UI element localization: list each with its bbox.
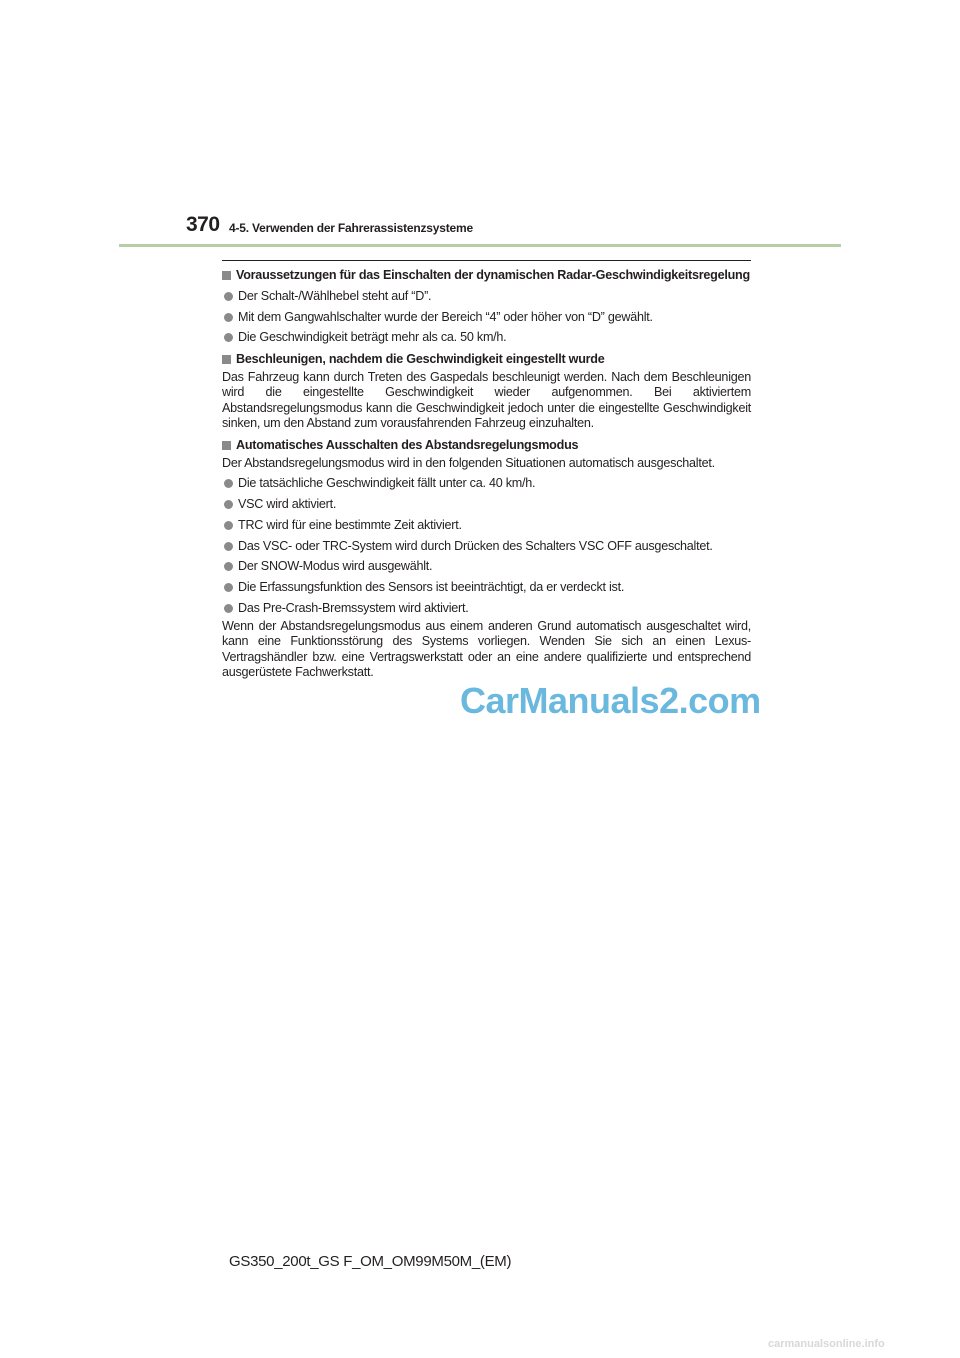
list-item [222, 289, 751, 305]
list-item-text: TRC wird für eine bestimmte Zeit aktiviert. [238, 517, 462, 532]
round-bullet-icon [224, 313, 233, 322]
list-item [222, 330, 751, 346]
list-item [222, 580, 751, 596]
list-item [222, 559, 751, 575]
round-bullet-icon [224, 521, 233, 530]
square-bullet-icon [222, 271, 231, 280]
header-divider [119, 244, 841, 247]
watermark-logo: CarManuals2.com [460, 680, 761, 721]
round-bullet-icon [224, 604, 233, 613]
list-item-text: VSC wird aktiviert. [238, 497, 337, 512]
section-heading-acceleration [222, 352, 751, 368]
section-heading-text: Voraussetzungen für das Einschalten der dynamischen Radar-Geschwindigkeitsregelung [236, 268, 750, 282]
page-header [186, 213, 746, 243]
section-heading-text: Automatisches Ausschalten des Abstandsregelungsmodus [236, 437, 579, 452]
section-heading-activation-conditions [222, 268, 751, 284]
list-item [222, 539, 751, 555]
square-bullet-icon [222, 355, 231, 364]
list-item-text: Der SNOW-Modus wird ausgewählt. [238, 559, 433, 574]
section-heading-automatic-cancel [222, 438, 751, 454]
list-item [222, 518, 751, 534]
round-bullet-icon [224, 333, 233, 342]
round-bullet-icon [224, 479, 233, 488]
round-bullet-icon [224, 583, 233, 592]
list-item-text: Das Pre-Crash-Bremssystem wird aktiviert. [238, 600, 469, 615]
round-bullet-icon [224, 292, 233, 301]
manual-content [222, 268, 751, 681]
paragraph: Das Fahrzeug kann durch Treten des Gaspedals beschleunigt werden. Nach dem Beschleunigen wird die eingestellte Geschwindigkeit wieder aufgenommen. Bei aktiviertem Abstandsregelungsmodus kann die Geschwindigkeit jedoch unter die eingestellte Geschwindigkeit sinken, um den Abstand zum vorausfahrenden Fahrzeug einzuhalten. [222, 369, 751, 431]
list-item [222, 601, 751, 617]
paragraph: Der Abstandsregelungsmodus wird in den folgenden Situationen automatisch ausgeschaltet. [222, 455, 715, 470]
list-item-text: Die tatsächliche Geschwindigkeit fällt unter ca. 40 km/h. [238, 476, 536, 491]
section-heading-text: Beschleunigen, nachdem die Geschwindigkeit eingestellt wurde [236, 351, 605, 366]
paragraph: Wenn der Abstandsregelungsmodus aus einem anderen Grund automatisch ausgeschaltet wird, kann eine Funktionsstörung des Systems vorliegen. Wenden Sie sich an einen Lexus-Vertragshändler bzw. eine Vertragswerkstatt oder an eine andere qualifizierte und entsprechend ausgerüstete Fachwerkstatt. [222, 618, 751, 680]
list-item-text: Mit dem Gangwahlschalter wurde der Bereich “4” oder höher von “D” gewählt. [238, 309, 653, 324]
list-item [222, 476, 751, 492]
list-item-text: Der Schalt-/Wählhebel steht auf “D”. [238, 288, 432, 303]
source-watermark: carmanualsonline.info [768, 1338, 885, 1350]
list-item-text: Die Geschwindigkeit beträgt mehr als ca. 50 km/h. [238, 330, 507, 345]
square-bullet-icon [222, 441, 231, 450]
document-code: GS350_200t_GS F_OM_OM99M50M_(EM) [229, 1253, 512, 1270]
round-bullet-icon [224, 562, 233, 571]
section-title: 4-5. Verwenden der Fahrerassistenzsysteme [229, 221, 473, 235]
page-number: 370 [186, 213, 220, 236]
list-item [222, 310, 751, 326]
list-item [222, 497, 751, 513]
list-item-text: Die Erfassungsfunktion des Sensors ist beeinträchtigt, da er verdeckt ist. [238, 580, 625, 595]
content-divider [222, 260, 751, 261]
round-bullet-icon [224, 542, 233, 551]
list-item-text: Das VSC- oder TRC-System wird durch Drücken des Schalters VSC OFF ausgeschaltet. [238, 538, 713, 553]
round-bullet-icon [224, 500, 233, 509]
